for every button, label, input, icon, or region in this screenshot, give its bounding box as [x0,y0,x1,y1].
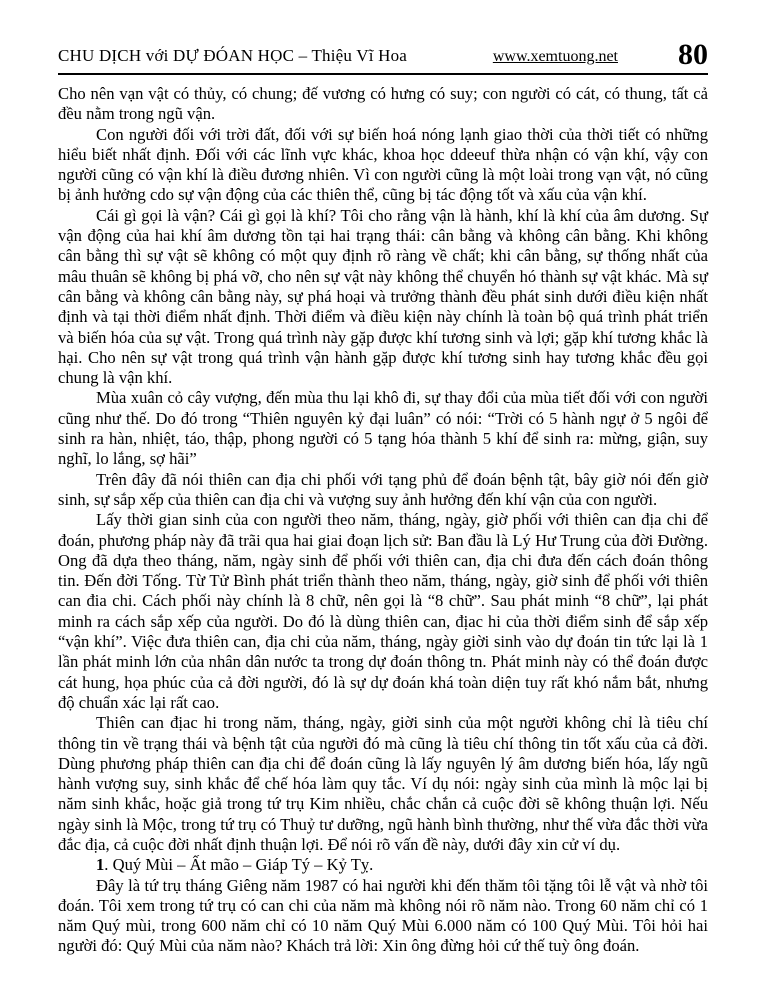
paragraph: Cho nên vạn vật có thủy, có chung; đế vương có hưng có suy; con người có cát, có thung, tất cả đều nằm trong ngũ vận. [58,84,708,124]
paragraph: Mùa xuân cỏ cây vượng, đến mùa thu lại khô đi, sự thay đổi của mùa tiết đối với con người cũng như thế. Do đó trong “Thiên nguyên kỷ đại luân” có nói: “Trời có 5 hành ngự ở 5 ngôi để sinh ra hàn, nhiệt, táo, thập, phong người có 5 tạng hóa thành 5 khí để sinh ra: mừng, giận, suy nghĩ, lo lắng, sợ hãi” [58,388,708,469]
paragraph: 1. Quý Mùi – Ất mão – Giáp Tý – Kỷ Tỵ. [96,855,374,875]
page-number: 80 [678,38,708,71]
paragraph: Cái gì gọi là vận? Cái gì gọi là khí? Tôi cho rằng vận là hành, khí là khí của âm dương. Sự vận động của hai khí âm dương tồn tại hai trạng thái: cân bằng và không cân bằng. Khi không cân bằng thì sự vật sẽ không có một quy định rõ ràng về chất; khi cân bằng, sự thống nhất của mâu thuân sẽ không bị phá vỡ, cho nên sự vật này không thể chuyển hó thành sự vật khác. Mà sự cân bằng và không cân bằng này, sự phá hoại và trưởng thành đều phát sinh dưới điều kiện nhất định và tại thời điểm nhất định. Thời điểm và điều kiện này chính là toàn bộ quá trình phát triển và biến hóa của sự vật. Trong quá trình này gặp được khí tương sinh và lợi; gặp khí tương khắc là hại. Cho nên sự vật trong quá trình vận hành gặp được khí tương sinh hay tương khắc đều gọi chung là vận khí. [58,205,708,388]
website-link[interactable]: www.xemtuong.net [492,48,618,65]
document-body [58,84,708,957]
page-header [58,40,708,75]
paragraph: Lấy thời gian sinh của con người theo năm, tháng, ngày, giờ phối với thiên can địa chi để đoán, phương pháp này đã trãi qua hai giai đoạn lịch sử: Ban đầu là Lý Hư Trung của đời Đường. Ong đã dựa theo tháng, năm, ngày sinh để phối với thiên can, địa chi đưa đến cách đoán thông tin. Đến đời Tống. Từ Tử Bình phát triển thành theo năm, tháng, ngày, giờ sinh để phối với thiên can đia chi. Cách phối này chính là 8 chữ, nên gọi là “8 chữ”. Sau phát minh “8 chữ”, lại phát minh ra cách sắp xếp của người. Do đó là dùng thiên can, địac hi của thời điểm sinh để sắp xếp “vận khí”. Việc đưa thiên can, địa chi của năm, tháng, ngày giời sinh vào dự đoán tin tức lại là 1 lần phát minh lớn của nhân dân nước ta trong dự đoán thông tn. Phát minh này có thể đoán được cát hung, họa phúc của cả đời người, đó là sự dự đoán khá toàn diện tuy rất khó nắm bắt, nhưng độ chuẩn xác lại rất cao. [58,510,708,712]
paragraph-number: 1 [96,855,105,875]
paragraph: Thiên can địac hi trong năm, tháng, ngày, giời sinh của một người không chỉ là tiêu chí thông tin về trạng thái và bệnh tật của người đó mà cũng là tiêu chí thông tin tốt xấu của cả đời. Dùng phương pháp thiên can địa chi để đoán cũng là lấy nguyên lý âm dương biến hóa, lấy ngũ hành vượng suy, sinh khắc để chế hóa làm quy tắc. Ví dụ nói: ngày sinh của mình là mộc lại bị năm sinh khắc, hoặc giả trong tứ trụ Kim nhiều, chắc chắn cả cuộc đời sẽ không thuận lợi. Nếu ngày sinh là Mộc, trong tứ trụ có Thuỷ tư dưỡng, ngũ hành bình thường, như thế vừa đắc thời vừa đắc địa, cả cuộc đời nhất định thuận lợi. Để nói rõ vấn đề này, dưới đây xin cử ví dụ. [58,713,708,854]
paragraph: Trên đây đã nói thiên can địa chi phối với tạng phủ để đoán bệnh tật, bây giờ nói đến giờ sinh, sự sắp xếp của thiên can địa chi và vượng suy ảnh hưởng đến khí vận của con người. [58,469,708,509]
paragraph: Đây là tứ trụ tháng Giêng năm 1987 có hai người khi đến thăm tôi tặng tôi lễ vật và nhờ tôi đoán. Tôi xem trong tứ trụ có can chi của năm mà không nói rõ năm nào. Trong 60 năm chỉ có 1 năm Quý mùi, trong 600 năm chỉ có 10 năm Quý Mùi 6.000 năm có 100 Quý Mùi. Tôi hỏi hai người đó: Quý Mùi của năm nào? Khách trả lời: Xin ông đừng hỏi cứ thế tuỳ ông đoán. [58,875,708,956]
book-title: CHU DỊCH với DỰ ĐÓAN HỌC – Thiệu Vĩ Hoa [58,46,408,65]
paragraph: Con người đối với trời đất, đối với sự biến hoá nóng lạnh giao thời của thời tiết có những hiểu biết nhất định. Đối với các lĩnh vực khác, khoa học ddeeuf thừa nhận có vận khí, vậy con người cũng có vận khí là điều đương nhiên. Vì con người cũng là một loài trong vạn vật, nó cũng bị ảnh hưởng cdo sự vận động của các thiên thể, cũng bị tác động tốt và xấu của vận khí. [58,124,708,205]
